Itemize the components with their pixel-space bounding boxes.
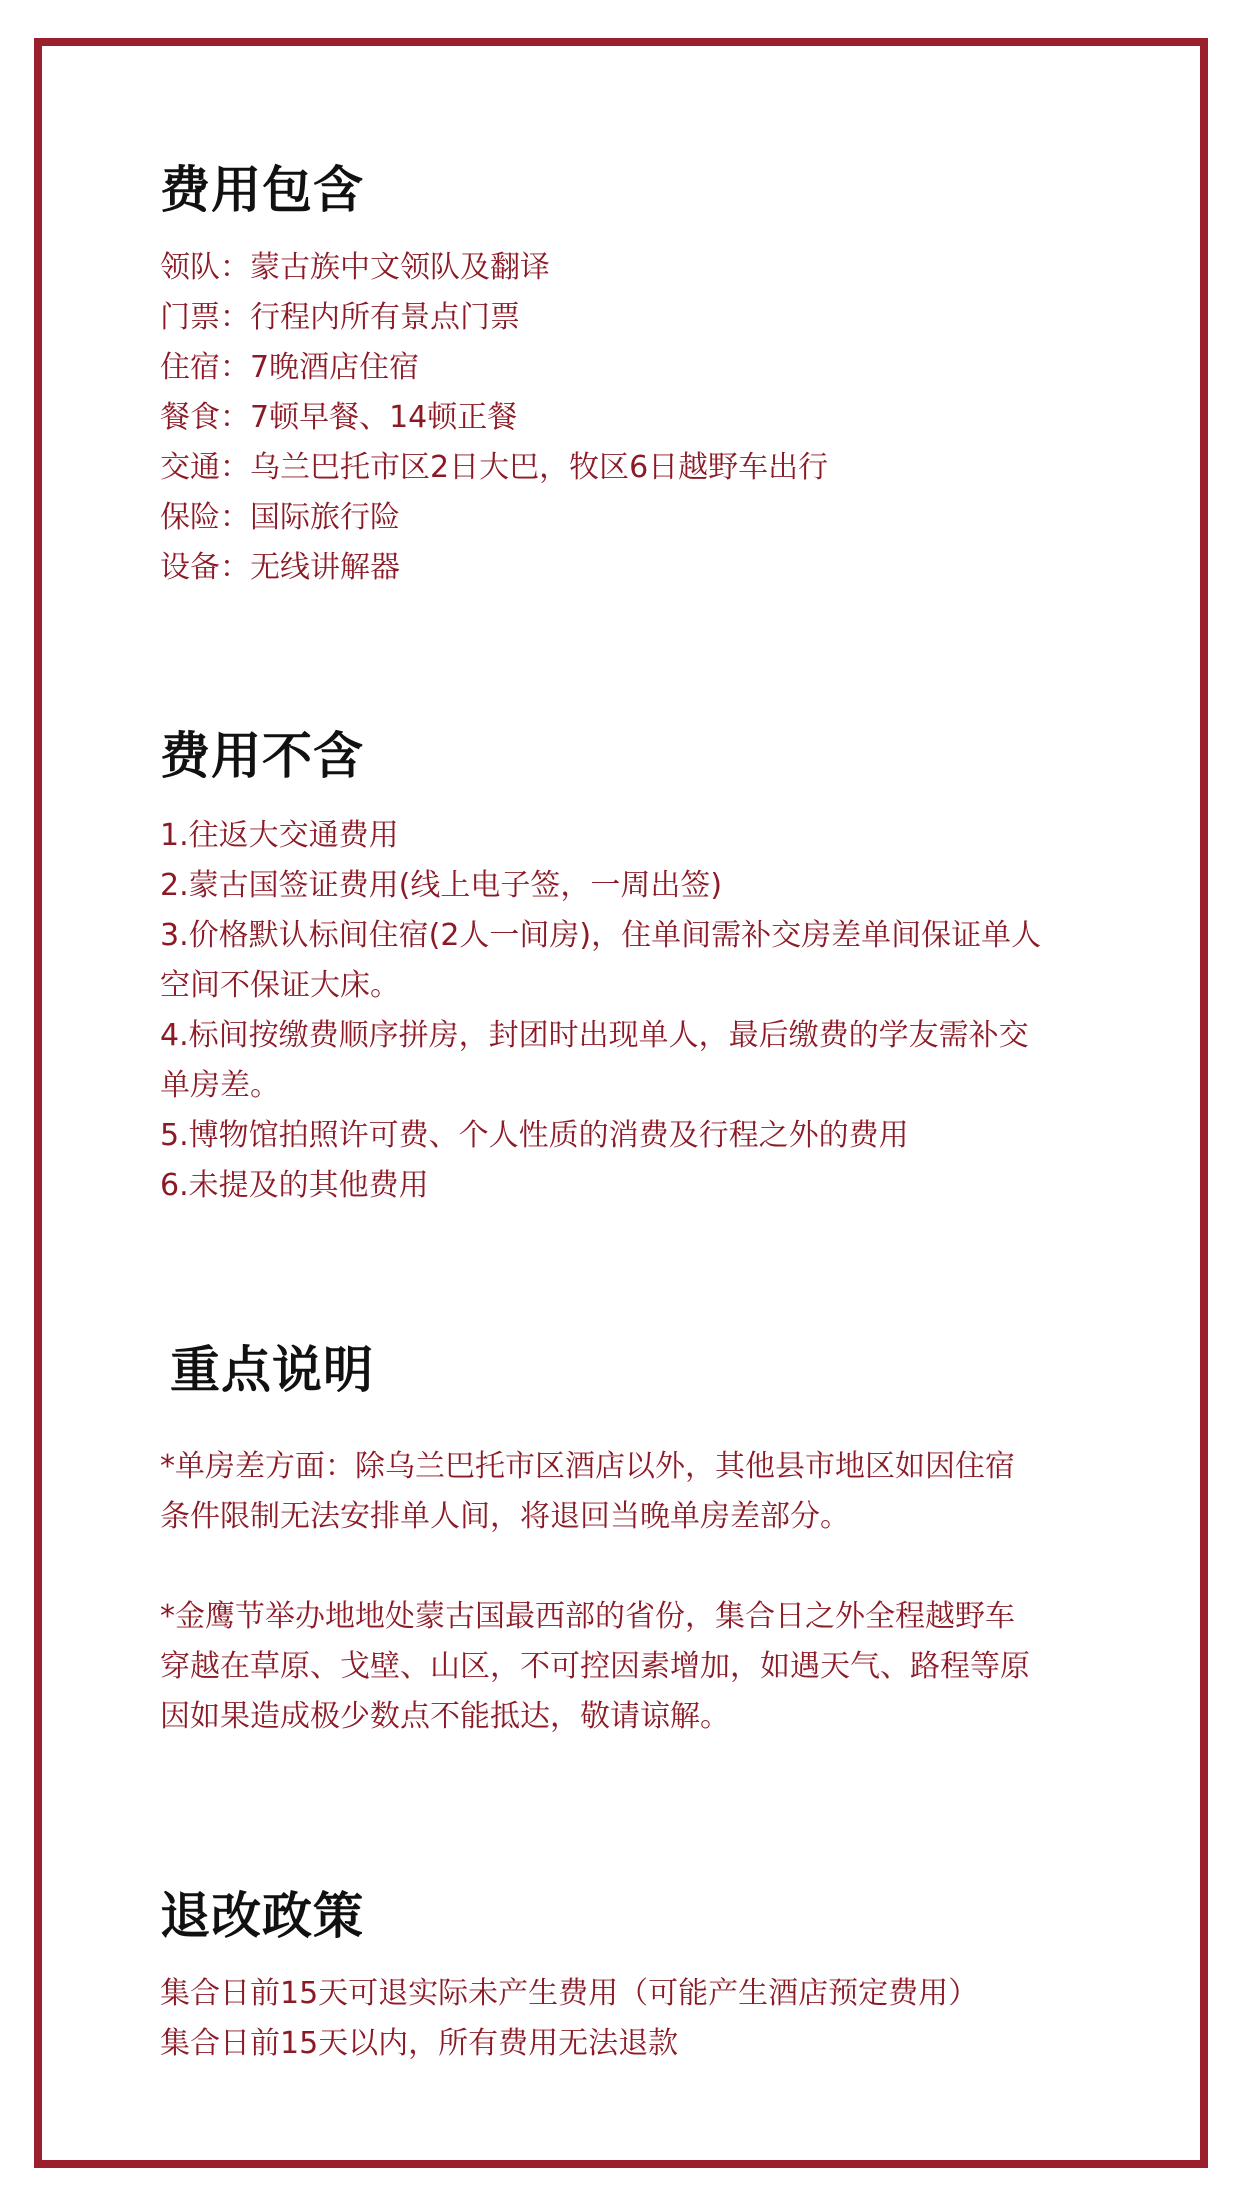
excluded-title: 费用不含: [160, 726, 364, 785]
list-item: 5.博物馆拍照许可费、个人性质的消费及行程之外的费用: [160, 1118, 909, 1153]
list-item: 餐食：7顿早餐、14顿正餐: [160, 400, 518, 435]
included-list: [160, 243, 1060, 593]
list-item: 2.蒙古国签证费用(线上电子签，一周出签): [160, 868, 723, 903]
notes-body: [160, 1442, 1040, 1742]
list-item: 交通：乌兰巴托市区2日大巴，牧区6日越野车出行: [160, 450, 829, 485]
note-paragraph: *金鹰节举办地地处蒙古国最西部的省份，集合日之外全程越野车穿越在草原、戈壁、山区，不可控因素增加，如遇天气、路程等原因如果造成极少数点不能抵达，敬请谅解。: [160, 1599, 1030, 1734]
list-item: 保险：国际旅行险: [160, 500, 400, 535]
list-item: 集合日前15天以内，所有费用无法退款: [160, 2026, 679, 2061]
included-title: 费用包含: [160, 160, 364, 219]
list-item: 住宿：7晚酒店住宿: [160, 350, 420, 385]
refund-list: [160, 1969, 1060, 2069]
refund-title: 退改政策: [160, 1886, 364, 1945]
list-item: 领队：蒙古族中文领队及翻译: [160, 250, 550, 285]
list-item: 设备：无线讲解器: [160, 550, 400, 585]
list-item: 6.未提及的其他费用: [160, 1168, 429, 1203]
list-item: 集合日前15天可退实际未产生费用（可能产生酒店预定费用）: [160, 1976, 979, 2011]
list-item: 3.价格默认标间住宿(2人一间房)，住单间需补交房差单间保证单人空间不保证大床。: [160, 918, 1042, 1003]
list-item: 门票：行程内所有景点门票: [160, 300, 520, 335]
list-item: 1.往返大交通费用: [160, 818, 399, 853]
list-item: 4.标间按缴费顺序拼房，封团时出现单人，最后缴费的学友需补交单房差。: [160, 1018, 1029, 1103]
notes-title: 重点说明: [170, 1340, 374, 1399]
excluded-list: [160, 811, 1050, 1211]
note-paragraph: *单房差方面：除乌兰巴托市区酒店以外，其他县市地区如因住宿条件限制无法安排单人间，将退回当晚单房差部分。: [160, 1449, 1015, 1534]
